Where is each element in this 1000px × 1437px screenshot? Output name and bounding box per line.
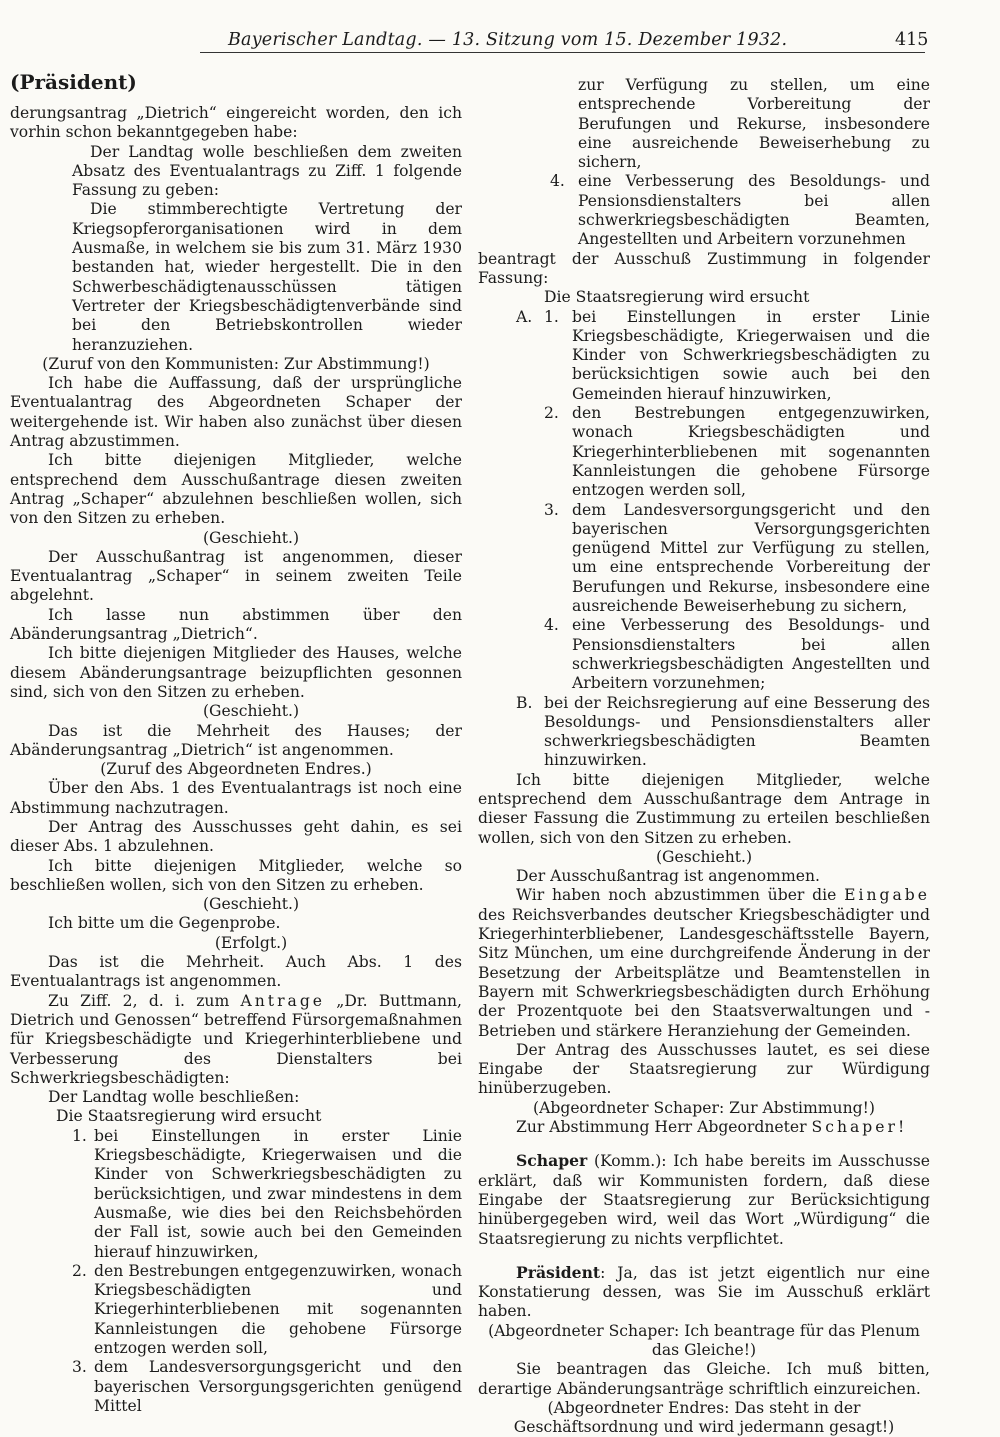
list-item [10, 1262, 462, 1358]
interjection: (Abgeordneter Schaper: Ich beantrage für das Plenum das Gleiche!) [488, 1321, 920, 1359]
paragraph [478, 886, 930, 1040]
list-text: bei Einstellungen in erster Linie Kriegsbeschädigte, Kriegerwaisen und die Kinder von Schwerkriegsbeschädigten zu berücksichtigen sowie auch bei den Gemeinden hierauf hinzuwirken, [572, 307, 930, 403]
paragraph-text: Zu Ziff. 2, d. i. zum [48, 991, 241, 1010]
paragraph [10, 992, 462, 1088]
running-title: Bayerischer Landtag. — 13. Sitzung vom 15. Dezember 1932. [228, 30, 788, 50]
list-text: dem Landesversorgungsgericht und den bayerischen Versorgungsgerichten genügend Mittel [94, 1358, 462, 1415]
paragraph: Ich bitte diejenigen Mitglieder, welche entsprechend dem Ausschußantrage dem Antrage in dieser Fassung die Zustimmung zu erteilen beschließen wollen, sich von den Sitzen zu erheben. [478, 770, 930, 847]
list-number: 3. [544, 500, 559, 519]
speaker-name: Präsident [516, 1262, 601, 1282]
paragraph: derungsantrag „Dietrich“ eingereicht worden, den ich vorhin schon bekanntgegeben habe: [10, 104, 462, 142]
paragraph: Ich bitte diejenigen Mitglieder des Hauses, welche diesem Abänderungsantrage beizupflichten gesonnen sind, sich von den Sitzen zu erheben. [10, 644, 462, 701]
stage-direction: (Geschieht.) [202, 702, 300, 721]
paragraph: Die Staatsregierung wird ersucht [544, 288, 810, 307]
list-group-a [478, 308, 930, 694]
stage-direction: (Geschieht.) [202, 528, 300, 547]
list-number: 1. [72, 1126, 87, 1145]
list-text: eine Verbesserung des Besoldungs- und Pensionsdienstalters bei allen schwerkriegsbeschädigten Angestellten und Arbeitern vorzunehmen; [572, 616, 930, 693]
speech-text: (Komm.): Ich habe bereits im Ausschusse erklärt, daß wir Kommunisten fordern, daß diese Eingabe der Staatsregierung zur Berücksichtigung hinübergegeben wird, weil das Wort „Würdigung“ die Staatsregierung zu nichts verpflichtet. [478, 1152, 930, 1248]
paragraph: Der Ausschußantrag ist angenommen, dieser Eventualantrag „Schaper“ in seinem zweiten Teile abgelehnt. [10, 547, 462, 605]
speaker-name: Schaper [516, 1151, 588, 1171]
list-item [10, 1358, 462, 1416]
paragraph-text: Wir haben noch abzustimmen über die [516, 886, 845, 905]
list-item [544, 404, 930, 500]
paragraph: Das ist die Mehrheit des Hauses; der Abänderungsantrag „Dietrich“ ist angenommen. [10, 721, 462, 759]
stage-direction: (Erfolgt.) [214, 933, 288, 952]
list-number: 4. [544, 616, 559, 635]
paragraph-text: des Reichsverbandes deutscher Kriegsbeschädigter und Kriegerhinterbliebener, Landesgeschäftsstelle Bayern, Sitz München, um eine durchgreifende Änderung in der Besetzung der Arbeitsplätze und Beamtenstellen in Bayern mit Schwerkriegsbeschädigten durch Erhöhung der Prozentquote bei den Staatsverwaltungen und -Betrieben und stärkere Heranziehung der Gemeinden. [478, 905, 930, 1040]
page-number: 415 [895, 30, 929, 50]
list-item [544, 501, 930, 617]
list-text: den Bestrebungen entgegenzuwirken, wonach Kriegsbeschädigten und Kriegerhinterbliebenen mit sogenannten Kannleistungen die gehobene Fürsorge entzogen werden soll, [572, 404, 930, 500]
stage-direction: (Geschieht.) [655, 847, 753, 866]
list-number: 4. [550, 172, 565, 191]
paragraph: Der Ausschußantrag ist angenommen. [516, 867, 820, 886]
interjection: (Abgeordneter Endres: Das steht in der Geschäftsordnung und wird jedermann gesagt!) [513, 1398, 895, 1437]
speech-paragraph [478, 1151, 930, 1248]
list-text: den Bestrebungen entgegenzuwirken, wonach Kriegsbeschädigten und Kriegerhinterbliebenen mit sogenannten Kannleistungen die gehobene Fürsorge entzogen werden soll, [94, 1261, 462, 1357]
list-number: 1. [544, 307, 559, 326]
quoted-motion-text: Die stimmberechtigte Vertretung der Kriegsopferorganisationen wird in dem Ausmaße, in welchem sie bis zum 31. März 1930 bestanden hat, wieder hergestellt. Die in den Schwerbeschädigtenausschüssen tätigen Vertreter der Kriegsbeschädigtenverbände sind bei den Betriebskontrollen wieder heranzuziehen. [72, 200, 462, 354]
list-number: 2. [72, 1261, 87, 1280]
list-text: bei Einstellungen in erster Linie Kriegsbeschädigte, Kriegerwaisen und die Kinder von Schwerkriegsbeschädigten zu berücksichtigen, und zwar mindestens in dem Ausmaße, wie dies bei den Reichsbehörden der Fall ist, sowie auch bei den Gemeinden hierauf hinzuwirken, [94, 1126, 462, 1261]
paragraph: Ich bitte diejenigen Mitglieder, welche so beschließen wollen, sich von den Sitzen zu erheben. [10, 856, 462, 894]
list-group-a-items [544, 308, 930, 694]
list-group-b [478, 694, 930, 771]
speech-text: : Ja, das ist jetzt eigentlich nur eine Konstatierung dessen, was Sie im Ausschuß erklärt haben. [478, 1263, 930, 1321]
speaker-running-head: (Präsident) [10, 70, 137, 94]
paragraph [478, 1118, 930, 1137]
spacer [478, 1137, 930, 1151]
paragraph: Das ist die Mehrheit. Auch Abs. 1 des Eventualantrags ist angenommen. [10, 953, 462, 991]
stage-direction: (Geschieht.) [202, 895, 300, 914]
emphasized-word: Antrage [240, 991, 326, 1010]
page-header [0, 0, 1000, 56]
list-item [10, 1127, 462, 1262]
interjection: (Zuruf des Abgeordneten Endres.) [100, 760, 372, 779]
list-number: 2. [544, 404, 559, 423]
left-column [10, 64, 462, 1416]
paragraph: Die Staatsregierung wird ersucht [56, 1107, 322, 1126]
emphasized-name: Schaper [811, 1118, 898, 1137]
paragraph: Ich habe die Auffassung, daß der ursprüngliche Eventualantrag des Abgeordneten Schaper der weitergehende ist. Wir haben also zunächst über diesen Antrag abzustimmen. [10, 374, 462, 451]
list-item [544, 616, 930, 693]
paragraph-text: „Dr. Buttmann, Dietrich und Genossen“ betreffend Fürsorgemaßnahmen für Kriegsbeschädigte und Kriegerhinterbliebene und Verbesserung des Dienstalters bei Schwerkriegsbeschädigten: [10, 991, 462, 1087]
paragraph: Der Antrag des Ausschusses geht dahin, es sei dieser Abs. 1 abzulehnen. [10, 817, 462, 856]
list-item [478, 172, 930, 249]
list-number: 3. [72, 1358, 87, 1377]
paragraph: Über den Abs. 1 des Eventualantrags ist noch eine Abstimmung nachzutragen. [10, 779, 462, 817]
list-letter: A. [516, 307, 533, 326]
emphasized-word: Eingabe [844, 886, 930, 905]
list-letter: B. [516, 693, 533, 712]
header-rule [200, 52, 925, 53]
list-text: dem Landesversorgungsgericht und den bayerischen Versorgungsgerichten genügend Mittel zur Verfügung zu stellen, um eine entsprechende Vorbereitung der Berufungen und Rekurse, insbesondere eine ausreichende Beweiserhebung zu sichern, [572, 500, 930, 616]
paragraph: Ich bitte diejenigen Mitglieder, welche entsprechend dem Ausschußantrage diesen zweiten Antrag „Schaper“ abzulehnen beschließen wollen, sich von den Sitzen zu erheben. [10, 451, 462, 528]
interjection: (Abgeordneter Schaper: Zur Abstimmung!) [533, 1098, 875, 1117]
list-continuation: zur Verfügung zu stellen, um eine entsprechende Vorbereitung der Berufungen und Rekurse, insbesondere eine ausreichende Beweiserhebung zu sichern, [578, 76, 930, 172]
paragraph-text: ! [897, 1118, 905, 1137]
spacer [478, 1249, 930, 1263]
list-item [544, 308, 930, 404]
quoted-motion: Der Landtag wolle beschließen dem zweiten Absatz des Eventualantrags zu Ziff. 1 folgende Fassung zu geben: [72, 142, 462, 200]
paragraph-text: Zur Abstimmung Herr Abgeordneter [516, 1118, 812, 1137]
paragraph: Sie beantragen das Gleiche. Ich muß bitten, derartige Abänderungsanträge schriftlich einzureichen. [478, 1360, 930, 1398]
paragraph: beantragt der Ausschuß Zustimmung in folgender Fassung: [478, 249, 930, 287]
speech-paragraph [478, 1263, 930, 1322]
paragraph: Der Antrag des Ausschusses lautet, es sei diese Eingabe der Staatsregierung zur Würdigung hinüberzugeben. [478, 1040, 930, 1098]
interjection: (Zuruf von den Kommunisten: Zur Abstimmung!) [42, 354, 430, 373]
paragraph: Ich lasse nun abstimmen über den Abänderungsantrag „Dietrich“. [10, 605, 462, 644]
list-text: bei der Reichsregierung auf eine Besserung des Besoldungs- und Pensionsdienstalters aller schwerkriegsbeschädigten Beamten hinzuwirken. [544, 693, 930, 770]
paragraph: Ich bitte um die Gegenprobe. [48, 914, 281, 933]
list-text: eine Verbesserung des Besoldungs- und Pensionsdienstalters bei allen schwerkriegsbeschädigten Beamten, Angestellten und Arbeitern vorzunehmen [578, 172, 930, 249]
paragraph: Der Landtag wolle beschließen: [48, 1088, 300, 1107]
right-column [478, 76, 930, 1437]
